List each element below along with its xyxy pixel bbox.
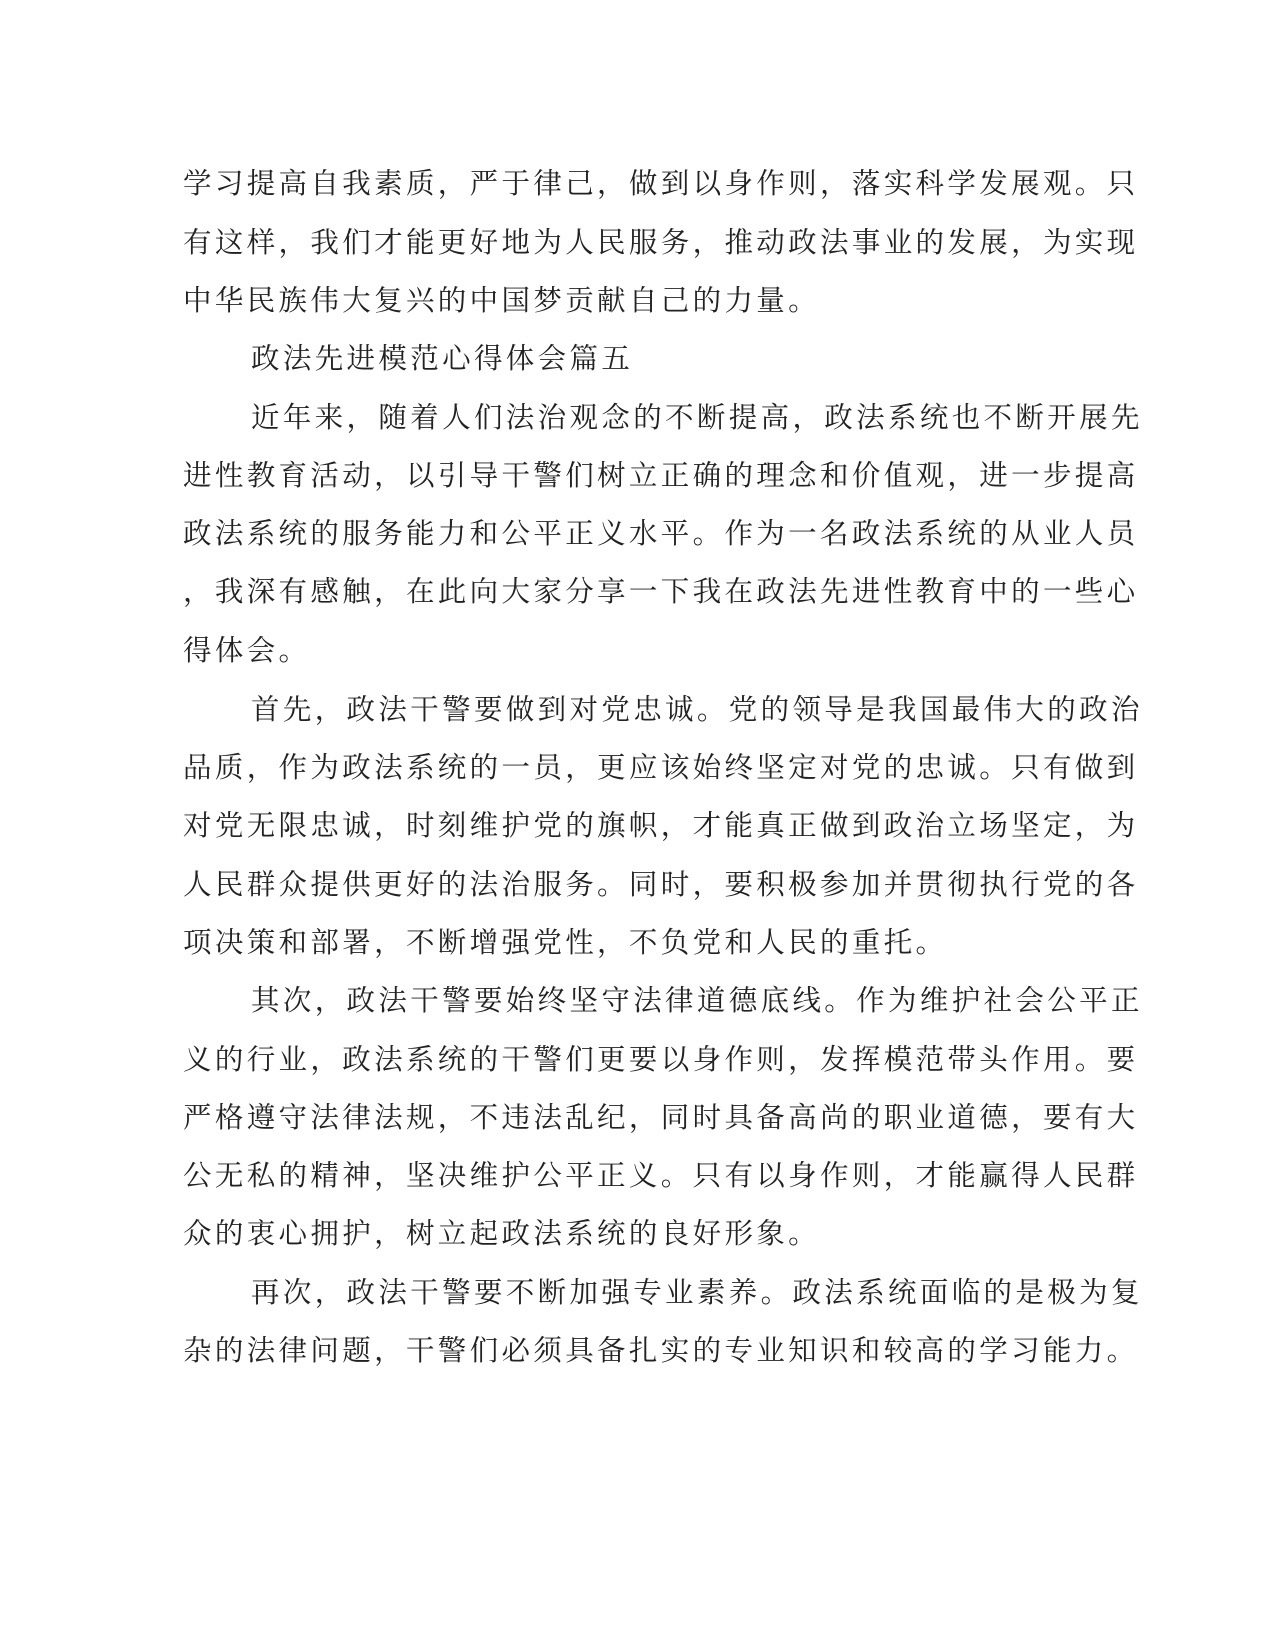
text-line: 再次，政法干警要不断加强专业素养。政法系统面临的是极为复	[251, 1276, 1143, 1309]
text-line: 项决策和部署，不断增强党性，不负党和人民的重托。	[183, 926, 948, 959]
text-line: 有这样，我们才能更好地为人民服务，推动政法事业的发展，为实现	[183, 226, 1139, 259]
text-line: 学习提高自我素质，严于律己，做到以身作则，落实科学发展观。只	[183, 167, 1139, 200]
text-line: 公无私的精神，坚决维护公平正义。只有以身作则，才能赢得人民群	[183, 1159, 1139, 1192]
text-line: 其次，政法干警要始终坚守法律道德底线。作为维护社会公平正	[251, 984, 1143, 1017]
section-heading: 政法先进模范心得体会篇五	[251, 342, 634, 375]
text-line: 首先，政法干警要做到对党忠诚。党的领导是我国最伟大的政治	[251, 693, 1143, 726]
text-line: ，我深有感触，在此向大家分享一下我在政法先进性教育中的一些心	[183, 575, 1139, 608]
text-line: 得体会。	[183, 634, 311, 667]
text-line: 义的行业，政法系统的干警们更要以身作则，发挥模范带头作用。要	[183, 1043, 1139, 1076]
text-line: 杂的法律问题，干警们必须具备扎实的专业知识和较高的学习能力。	[183, 1334, 1139, 1367]
text-line: 政法系统的服务能力和公平正义水平。作为一名政法系统的从业人员	[183, 517, 1139, 550]
text-line: 进性教育活动，以引导干警们树立正确的理念和价值观，进一步提高	[183, 459, 1139, 492]
text-line: 严格遵守法律法规，不违法乱纪，同时具备高尚的职业道德，要有大	[183, 1101, 1139, 1134]
text-line: 品质，作为政法系统的一员，更应该始终坚定对党的忠诚。只有做到	[183, 751, 1139, 784]
text-line: 中华民族伟大复兴的中国梦贡献自己的力量。	[183, 284, 821, 317]
text-line: 对党无限忠诚，时刻维护党的旗帜，才能真正做到政治立场坚定，为	[183, 809, 1139, 842]
text-line: 近年来，随着人们法治观念的不断提高，政法系统也不断开展先	[251, 401, 1143, 434]
text-line: 众的衷心拥护，树立起政法系统的良好形象。	[183, 1217, 821, 1250]
text-line: 人民群众提供更好的法治服务。同时，要积极参加并贯彻执行党的各	[183, 868, 1139, 901]
